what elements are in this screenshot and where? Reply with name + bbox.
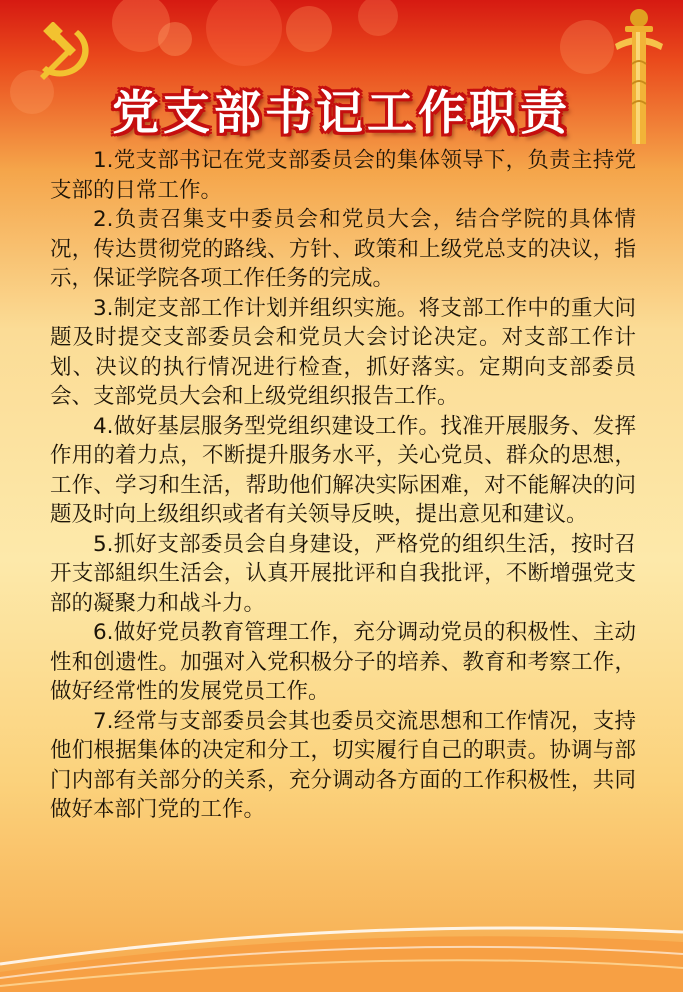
duty-paragraph-5: 5.抓好支部委员会自身建设，严格党的组织生活，按时召开支部組织生活会，认真开展批评和自我批评，不断增强党支部的凝聚力和战斗力。 [50, 531, 636, 616]
duty-paragraph-7: 7.经常与支部委员会其也委员交流思想和工作情况，支持他们根据集体的决定和分工，切实履行自己的职责。协调与部门内部有关部分的关系，充分调动各方面的工作积极性，共同做好本部门党的工作。 [50, 708, 636, 822]
bottom-swoosh-decoration [0, 902, 683, 992]
bokeh-circle [286, 6, 332, 52]
duty-paragraph-6: 6.做好党员教育管理工作，充分调动党员的积极性、主动性和创遗性。加强对入党积极分子的培养、教育和考察工作，做好经常性的发展党员工作。 [50, 620, 636, 704]
bokeh-circle [206, 0, 282, 66]
duty-paragraph-4: 4.做好基层服务型党组织建设工作。找准开展服务、发挥作用的着力点，不断提升服务水平，关心党员、群众的思想，工作、学习和生活，帮助他们解决实际困难，对不能解决的问题及时向上级组织或者有关领导反映，提出意见和建议。 [50, 413, 636, 527]
bokeh-circle [358, 0, 398, 36]
hammer-and-sickle-icon [34, 22, 96, 80]
duty-paragraph-1: 1.党支部书记在党支部委员会的集体领导下，负责主持党支部的日常工作。 [50, 148, 636, 203]
bokeh-circle [560, 20, 614, 74]
duties-text [50, 146, 636, 825]
bokeh-circle [158, 22, 192, 56]
duty-paragraph-2: 2.负责召集支中委员会和党员大会，结合学院的具体情况，传达贯彻党的路线、方针、政策和上级党总支的决议，指示，保证学院各项工作任务的完成。 [50, 207, 636, 291]
duty-paragraph-3: 3.制定支部工作计划并组织实施。将支部工作中的重大问题及时提交支部委员会和党员大会讨论决定。对支部工作计划、决议的执行情况进行检查，抓好落实。定期向支部委员会、支部党员大会和上级党组织报告工作。 [50, 295, 636, 409]
page-title: 党支部书记工作职责 [112, 86, 571, 141]
